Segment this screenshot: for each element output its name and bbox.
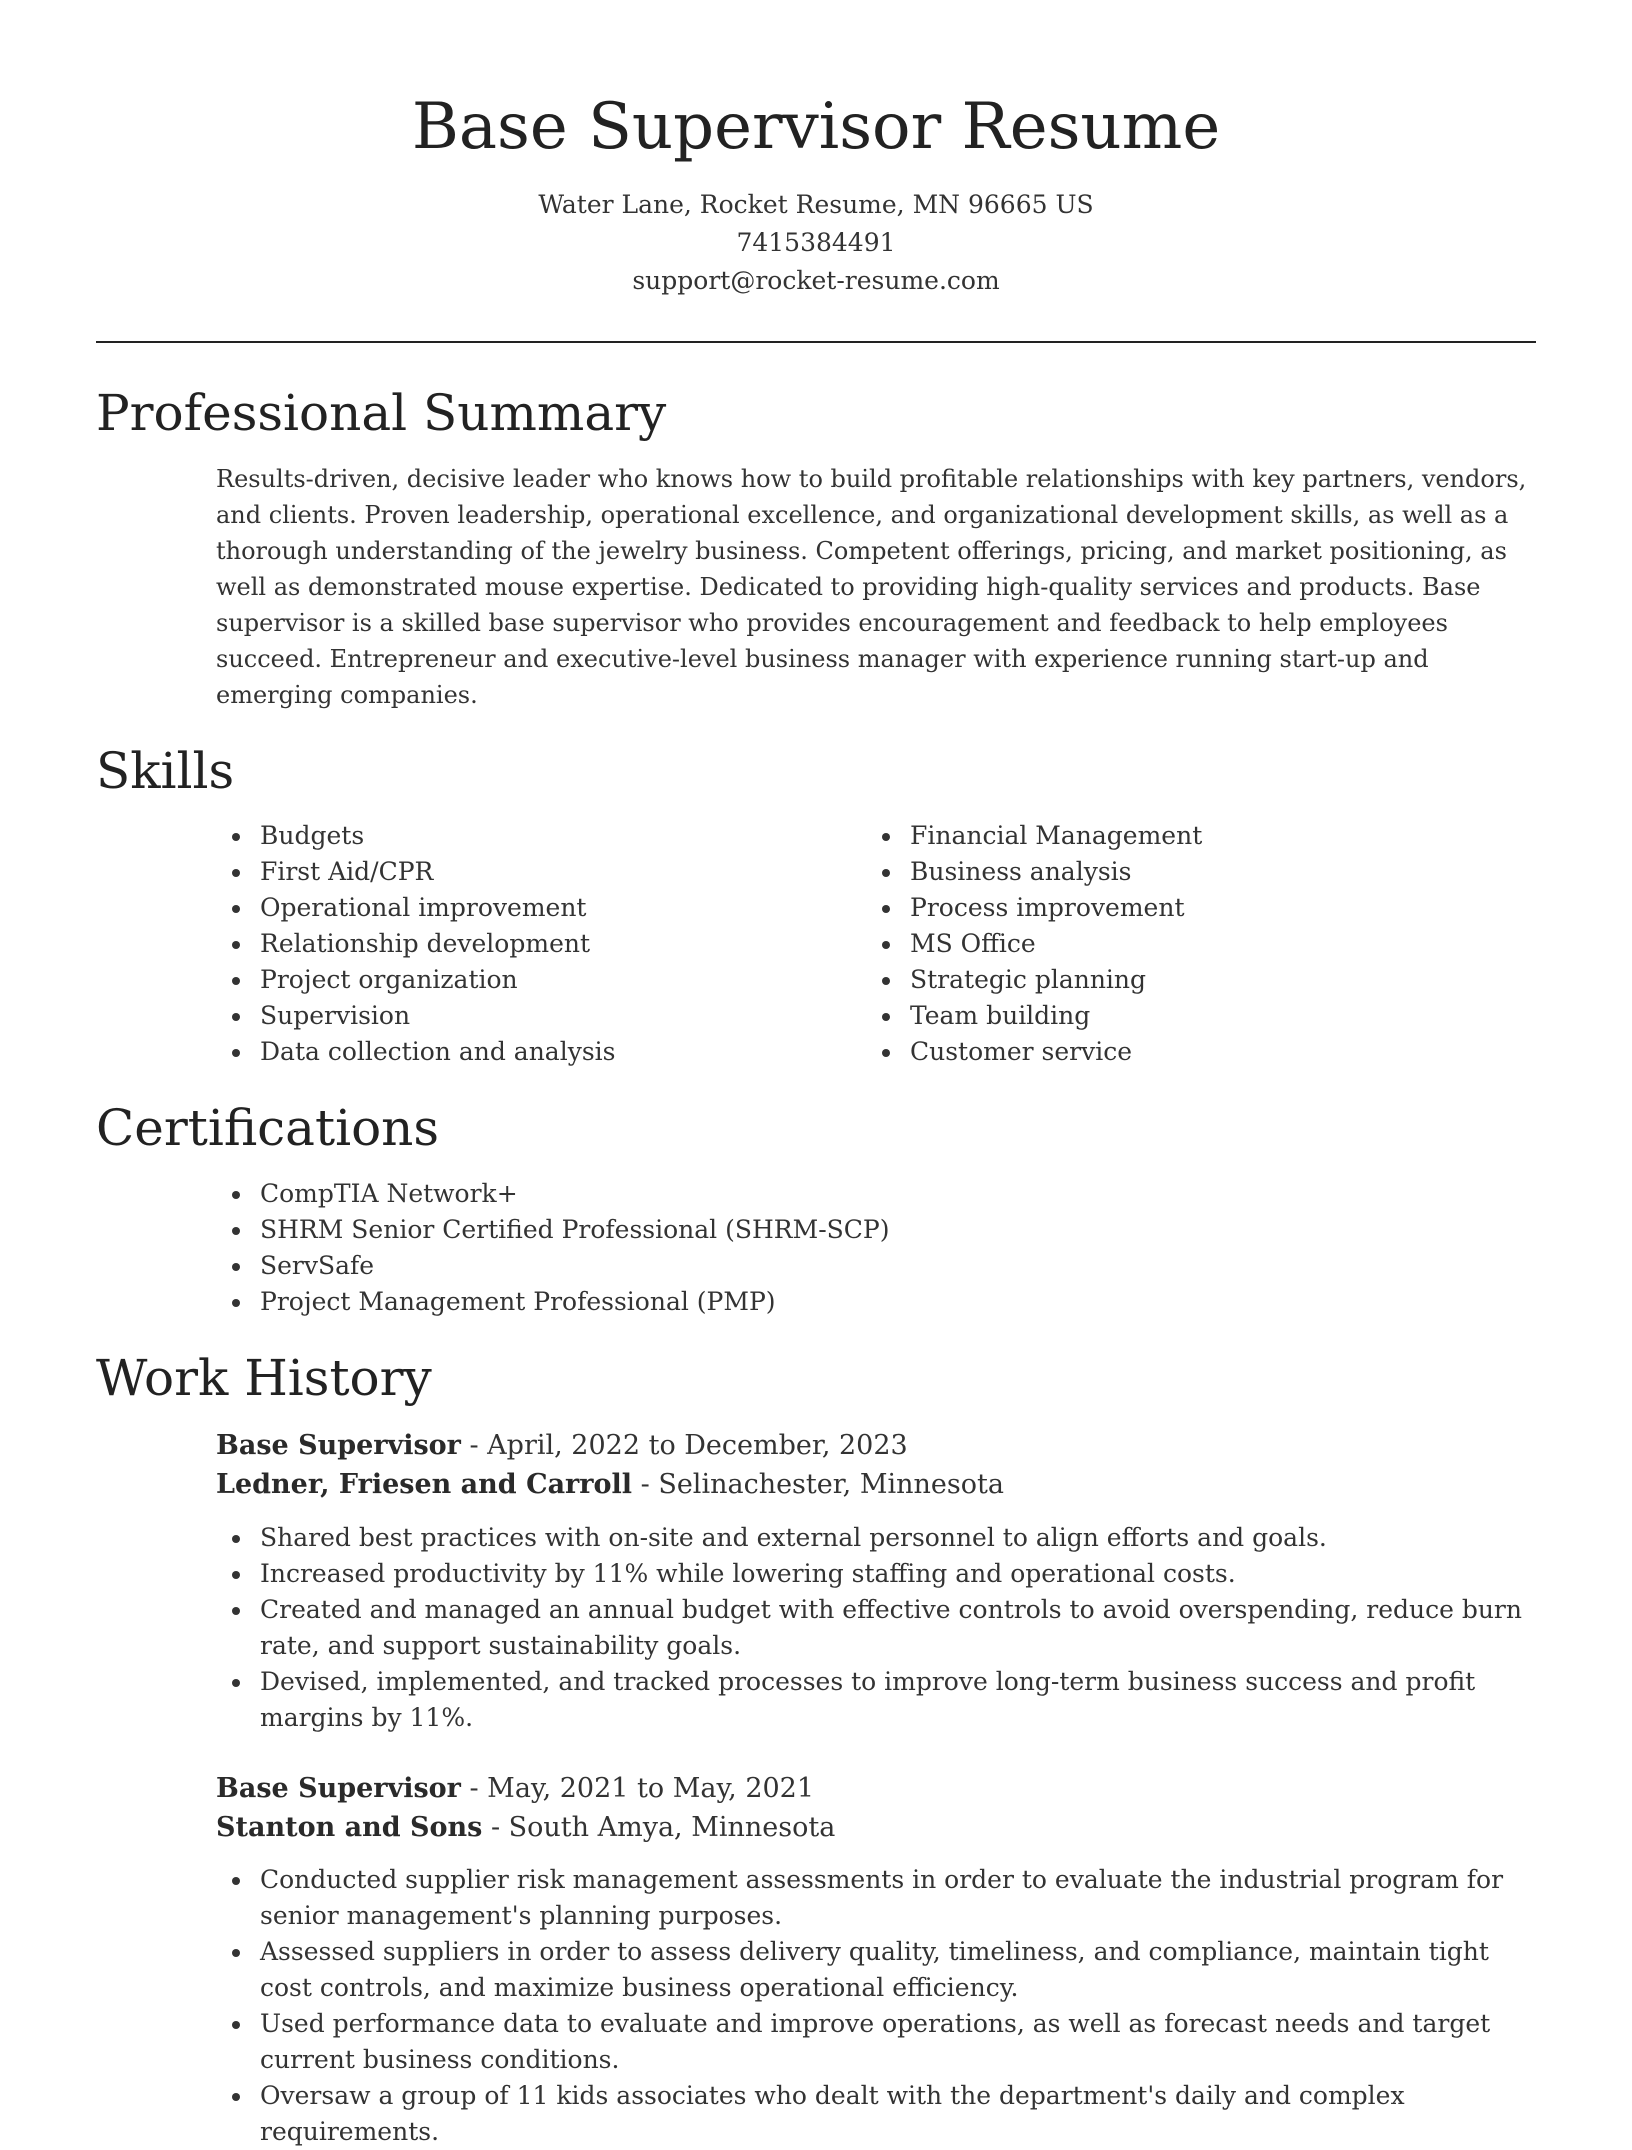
job-role: Base Supervisor — [216, 1773, 461, 1804]
certifications-heading: Certifications — [96, 1099, 440, 1157]
summary-heading: Professional Summary — [96, 384, 667, 442]
skill-item: First Aid/CPR — [216, 854, 615, 890]
header-divider — [96, 341, 1536, 343]
job-title-line — [216, 1426, 908, 1466]
job-duty: Devised, implemented, and tracked processes to improve long-term business success and profit margins by 11%. — [216, 1664, 1546, 1736]
work-history-heading: Work History — [96, 1349, 432, 1407]
job-duty: Increased productivity by 11% while lowering staffing and operational costs. — [216, 1556, 1546, 1592]
job-duty: Assessed suppliers in order to assess delivery quality, timeliness, and compliance, maintain tight cost controls, and maximize business operational efficiency. — [216, 1934, 1546, 2006]
skill-item: MS Office — [866, 926, 1202, 962]
job-duty: Created and managed an annual budget with effective controls to avoid overspending, reduce burn rate, and support sustainability goals. — [216, 1592, 1546, 1664]
skill-item: Project organization — [216, 962, 615, 998]
job-company: Ledner, Friesen and Carroll — [216, 1469, 633, 1500]
contact-email: support@rocket-resume.com — [632, 266, 1000, 295]
job-title-line — [216, 1769, 814, 1809]
skill-item: Financial Management — [866, 818, 1202, 854]
job-role: Base Supervisor — [216, 1430, 461, 1461]
summary-text: Results-driven, decisive leader who knows how to build profitable relationships with key partners, vendors, and clients. Proven leadership, operational excellence, and organizational development skills, as well as a thorough understanding of the jewelry business. Competent offerings, pricing, and market positioning, as well as demonstrated mouse expertise. Dedicated to providing high-quality services and products. Base supervisor is a skilled base supervisor who provides encouragement and feedback to help employees succeed. Entrepreneur and executive-level business manager with experience running start-up and emerging companies. — [216, 465, 1527, 709]
resume-title: Base Supervisor Resume — [411, 90, 1221, 164]
job-company-line — [216, 1465, 1004, 1505]
contact-phone: 7415384491 — [736, 228, 896, 257]
certification-item: ServSafe — [216, 1248, 890, 1284]
certification-item: CompTIA Network+ — [216, 1176, 890, 1212]
skill-item: Budgets — [216, 818, 615, 854]
resume-header — [0, 0, 1632, 300]
skill-item: Relationship development — [216, 926, 615, 962]
job-company-line — [216, 1808, 835, 1848]
job-duties-list — [216, 1520, 1546, 1736]
skills-list-left — [216, 818, 615, 1070]
certification-item: SHRM Senior Certified Professional (SHRM-SCP) — [216, 1212, 890, 1248]
job-company: Stanton and Sons — [216, 1812, 483, 1843]
job-dates: - April, 2022 to December, 2023 — [460, 1430, 908, 1461]
job-duties-list — [216, 1862, 1546, 2150]
skill-item: Data collection and analysis — [216, 1034, 615, 1070]
job-duty: Oversaw a group of 11 kids associates who dealt with the department's daily and complex requirements. — [216, 2078, 1546, 2150]
skill-item: Process improvement — [866, 890, 1202, 926]
certification-item: Project Management Professional (PMP) — [216, 1284, 890, 1320]
skills-heading: Skills — [96, 742, 235, 800]
job-duty: Shared best practices with on-site and external personnel to align efforts and goals. — [216, 1520, 1546, 1556]
skill-item: Customer service — [866, 1034, 1202, 1070]
contact-address: Water Lane, Rocket Resume, MN 96665 US — [538, 190, 1094, 219]
skills-list-right — [866, 818, 1202, 1070]
skill-item: Operational improvement — [216, 890, 615, 926]
job-location: - Selinachester, Minnesota — [632, 1469, 1004, 1500]
certifications-list — [216, 1176, 890, 1320]
job-location: - South Amya, Minnesota — [482, 1812, 836, 1843]
skill-item: Team building — [866, 998, 1202, 1034]
contact-info — [0, 186, 1632, 300]
job-duty: Conducted supplier risk management assessments in order to evaluate the industrial program for senior management's planning purposes. — [216, 1862, 1546, 1934]
skill-item: Supervision — [216, 998, 615, 1034]
skill-item: Strategic planning — [866, 962, 1202, 998]
job-dates: - May, 2021 to May, 2021 — [460, 1773, 815, 1804]
skill-item: Business analysis — [866, 854, 1202, 890]
job-duty: Used performance data to evaluate and improve operations, as well as forecast needs and target current business conditions. — [216, 2006, 1546, 2078]
